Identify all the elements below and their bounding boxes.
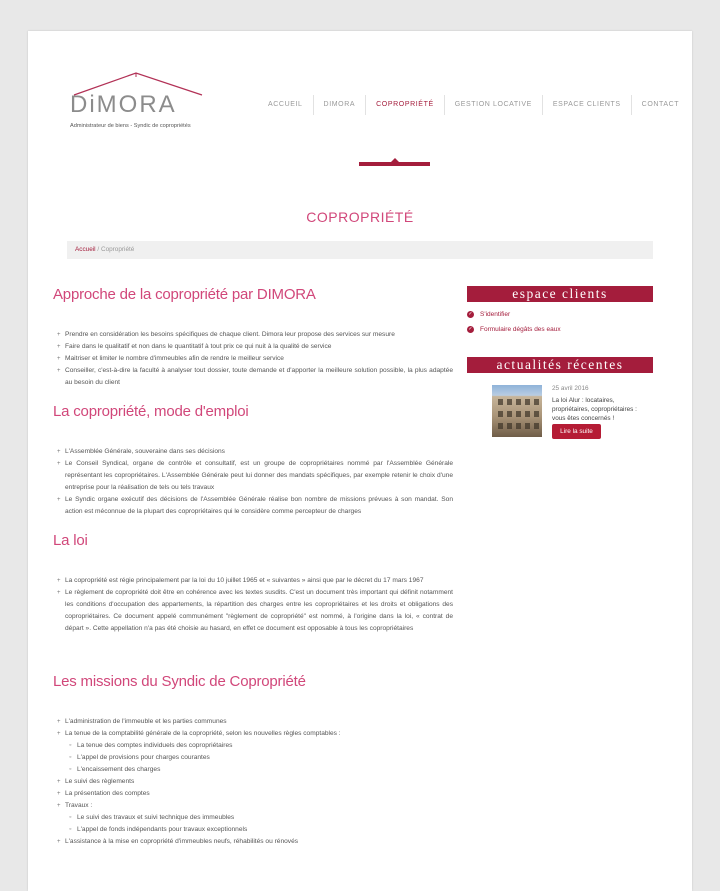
read-more-button[interactable]: Lire la suite	[552, 424, 601, 439]
breadcrumb-separator: /	[97, 246, 100, 253]
sub-list	[69, 812, 453, 836]
list-item: + L'Assemblée Générale, souveraine dans ses décisions	[55, 446, 453, 458]
list-item: + Le Conseil Syndical, organe de contrôle et consultatif, est un groupe de copropriétaires nommé par l'Assemblée Générale représentant les copropriétaires. L'Assemblée Générale peut lui donner des mandats spécifiques, par exemple retenir le choix d'une entreprise pour la réalisation de tels ou tels travaux	[55, 458, 453, 494]
page-title: COPROPRIÉTÉ	[306, 209, 414, 225]
main-nav	[258, 95, 689, 115]
sub-list-item: ◦ L'appel de provisions pour charges courantes	[69, 752, 453, 764]
active-nav-indicator	[359, 162, 430, 166]
breadcrumb-current: Copropriété	[100, 246, 135, 253]
sub-list-item: ◦ La tenue des comptes individuels des copropriétaires	[69, 740, 453, 752]
login-link[interactable]	[467, 311, 653, 318]
section-list	[55, 575, 453, 635]
building-thumbnail[interactable]	[492, 385, 542, 437]
list-item	[55, 728, 453, 776]
sub-list-item: ◦ L'encaissement des charges	[69, 764, 453, 776]
water-damage-form-link[interactable]	[467, 326, 653, 333]
nav-contact[interactable]: CONTACT	[631, 95, 690, 115]
main-content	[53, 286, 453, 848]
sub-list-item: ◦ Le suivi des travaux et suivi technique des immeubles	[69, 812, 453, 824]
list-item-text: Travaux :	[65, 802, 93, 809]
nav-espace-clients[interactable]: ESPACE CLIENTS	[542, 95, 631, 115]
logo-name: DiMORA	[70, 91, 177, 118]
water-damage-form-label: Formulaire dégâts des eaux	[480, 326, 561, 333]
list-item: + Le suivi des règlements	[55, 776, 453, 788]
list-item: + Maitriser et limiter le nombre d'immeubles afin de rendre le meilleur service	[55, 353, 453, 365]
breadcrumb-home[interactable]: Accueil	[75, 246, 96, 253]
section-title: La loi	[53, 532, 88, 549]
logo[interactable]	[68, 71, 203, 133]
check-circle-icon: ✓	[468, 311, 473, 317]
section-title: Les missions du Syndic de Copropriété	[53, 673, 306, 690]
list-item: + La présentation des comptes	[55, 788, 453, 800]
page-container	[28, 31, 692, 891]
sidebar	[467, 286, 653, 445]
nav-dimora[interactable]: DIMORA	[313, 95, 366, 115]
espace-clients-heading: espace clients	[467, 286, 653, 302]
list-item	[55, 800, 453, 836]
section-list	[55, 329, 453, 389]
list-item: + La copropriété est régie principalement par la loi du 10 juillet 1965 et « suivantes » ainsi que par le décret du 17 mars 1967	[55, 575, 453, 587]
login-link-label: S'identifier	[480, 311, 511, 318]
nav-accueil[interactable]: ACCUEIL	[268, 101, 303, 108]
breadcrumb	[67, 241, 653, 259]
list-item: + Le Syndic organe exécutif des décisions de l'Assemblée Générale réalise bon nombre de missions prévues à son mandat. Son action est méconnue de la plupart des copropriétaires qui le considère comme percepteur de charges	[55, 494, 453, 518]
list-item: + L'administration de l'immeuble et les parties communes	[55, 716, 453, 728]
sub-list	[69, 740, 453, 776]
list-item: + Faire dans le qualitatif et non dans le quantitatif à tout prix ce qui nuit à la qualité de service	[55, 341, 453, 353]
list-item: + L'assistance à la mise en copropriété d'immeubles neufs, réhabilités ou rénovés	[55, 836, 453, 848]
list-item: + Le règlement de copropriété doit être en cohérence avec les textes susdits. C'est un document très important qui définit notamment les conditions d'occupation des appartements, la répartition des charges entre les copropriétaires et les droits et obligations des copropriétaires. Ce document appelé communément "règlement de copropriété" est nommé, à l'origine dans la loi, « contrat de départ ». Cette appellation n'a pas été choisie au hasard, en effet ce document est opposable à tous les copropriétaires	[55, 587, 453, 635]
news-item	[467, 385, 653, 445]
news-title[interactable]: La loi Alur : locataires, propriétaires, copropriétaires : vous êtes concernés !	[552, 397, 637, 422]
list-item: + Conseiller, c'est-à-dire la faculté à analyser tout dossier, toute demande et d'apporter la meilleure solution possible, la plus adaptée au besoin du client	[55, 365, 453, 389]
list-item-text: La tenue de la comptabilité générale de la copropriété, selon les nouvelles règles comptables :	[65, 730, 341, 737]
list-item: + Prendre en considération les besoins spécifiques de chaque client. Dimora leur propose des services sur mesure	[55, 329, 453, 341]
recent-news-heading: actualités récentes	[467, 357, 653, 373]
nav-gestion-locative[interactable]: GESTION LOCATIVE	[444, 95, 542, 115]
news-date: 25 avril 2016	[552, 385, 589, 392]
sub-list-item: ◦ L'appel de fonds indépendants pour travaux exceptionnels	[69, 824, 453, 836]
logo-tagline: Administrateur de biens - Syndic de copropriétés	[70, 123, 191, 129]
section-list	[55, 716, 453, 848]
section-title: La copropriété, mode d'emploi	[53, 403, 249, 420]
nav-copropriete[interactable]: COPROPRIÉTÉ	[365, 95, 444, 115]
section-list	[55, 446, 453, 518]
section-title: Approche de la copropriété par DIMORA	[53, 286, 316, 303]
check-circle-icon: ✓	[468, 326, 473, 332]
